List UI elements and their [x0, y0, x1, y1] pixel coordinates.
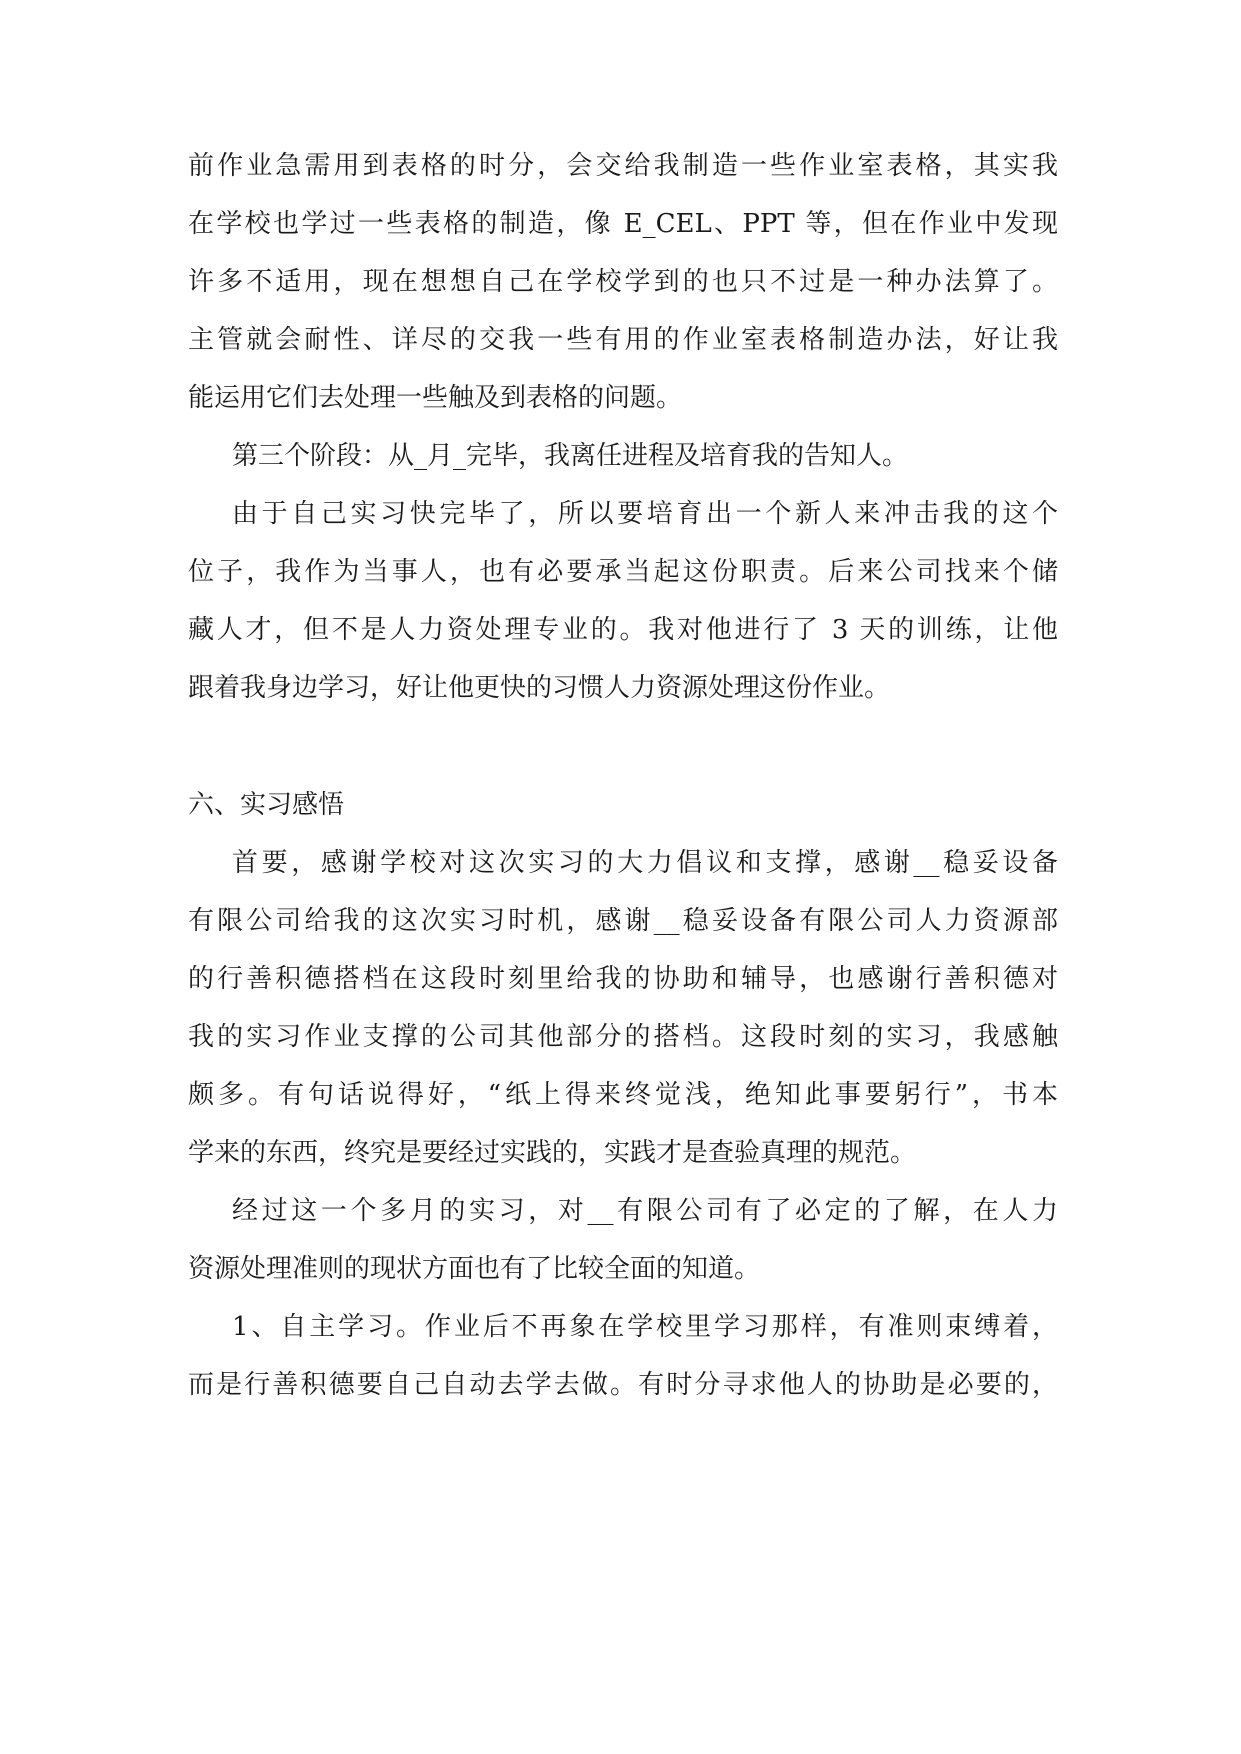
text-line: 位子，我作为当事人，也有必要承当起这份职责。后来公司找来个储: [188, 557, 1058, 587]
text-line: 1、自主学习。作业后不再象在学校里学习那样，有准则束缚着，: [232, 1312, 1058, 1342]
text-line: 资源处理准则的现状方面也有了比较全面的知道。: [188, 1254, 761, 1284]
text-line: 我的实习作业支撑的公司其他部分的搭档。这段时刻的实习，我感触: [188, 1022, 1058, 1052]
section-heading: 六、实习感悟: [188, 790, 345, 820]
text-line: 藏人才，但不是人力资处理专业的。我对他进行了 3 天的训练，让他: [188, 615, 1058, 645]
text-line: 有限公司给我的这次实习时机，感谢__稳妥设备有限公司人力资源部: [188, 906, 1058, 936]
text-line: 主管就会耐性、详尽的交我一些有用的作业室表格制造办法，好让我: [188, 325, 1058, 355]
text-line: 而是行善积德要自己自动去学去做。有时分寻求他人的协助是必要的，: [188, 1370, 1058, 1400]
text-line: 前作业急需用到表格的时分，会交给我制造一些作业室表格，其实我: [188, 151, 1058, 181]
text-line: 经过这一个多月的实习，对__有限公司有了必定的了解，在人力: [232, 1196, 1058, 1226]
text-line: 许多不适用，现在想想自己在学校学到的也只不过是一种办法算了。: [188, 267, 1058, 297]
text-line: 跟着我身边学习，好让他更快的习惯人力资源处理这份作业。: [188, 673, 891, 703]
text-line: 的行善积德搭档在这段时刻里给我的协助和辅导，也感谢行善积德对: [188, 964, 1058, 994]
text-line: 颇多。有句话说得好，“纸上得来终觉浅，绝知此事要躬行”，书本: [188, 1080, 1058, 1110]
text-line: 由于自己实习快完毕了，所以要培育出一个新人来冲击我的这个: [232, 499, 1058, 529]
stage-heading: 第三个阶段：从_月_完毕，我离任进程及培育我的告知人。: [232, 441, 909, 471]
text-line: 能运用它们去处理一些触及到表格的问题。: [188, 383, 683, 413]
text-line: 学来的东西，终究是要经过实践的，实践才是查验真理的规范。: [188, 1138, 917, 1168]
text-line: 在学校也学过一些表格的制造，像 E_CEL、PPT 等，但在作业中发现: [188, 209, 1058, 239]
text-line: 首要，感谢学校对这次实习的大力倡议和支撑，感谢__稳妥设备: [232, 848, 1058, 878]
